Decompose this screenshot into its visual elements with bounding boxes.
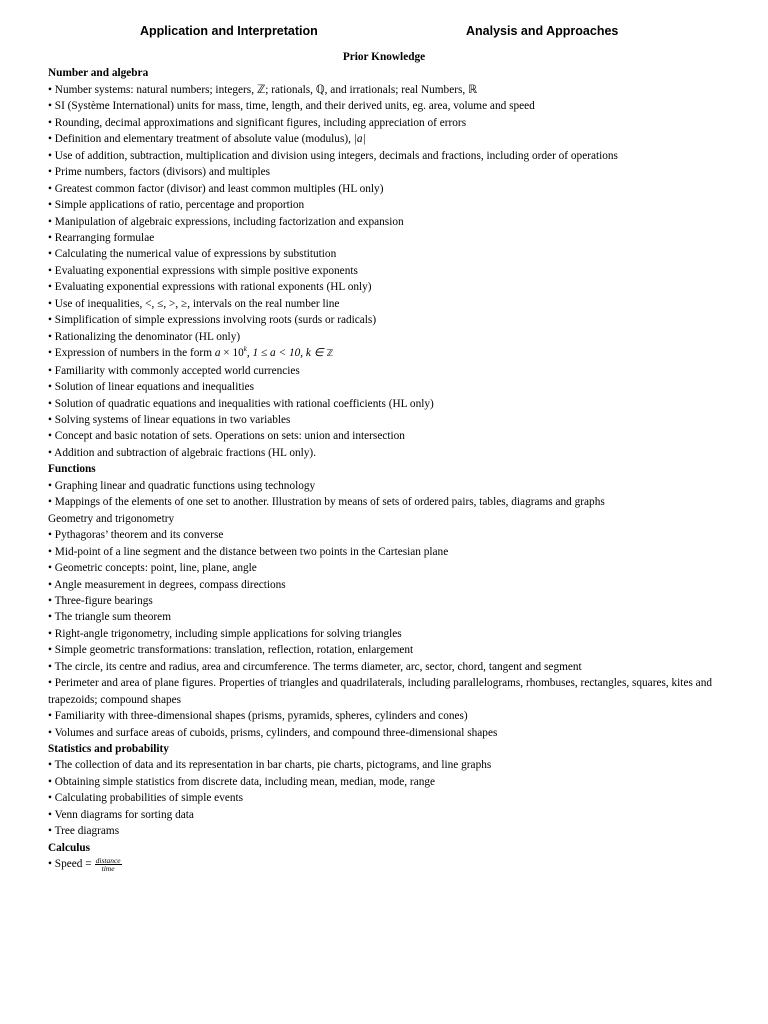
bullet-icon: • xyxy=(48,133,52,146)
list-item xyxy=(48,428,728,444)
item-text: Addition and subtraction of algebraic fractions (HL only). xyxy=(54,446,317,459)
item-text: Expression of numbers in the form xyxy=(54,347,212,360)
item-text: The collection of data and its representation in bar charts, pie charts, pictograms, and line graphs xyxy=(54,759,492,772)
bullet-icon: • xyxy=(48,364,52,377)
list-item xyxy=(48,593,728,609)
integer-set-symbol: ℤ xyxy=(326,349,334,360)
scientific-notation-expression xyxy=(215,347,333,359)
item-text: Use of addition, subtraction, multiplication and division using integers, decimals and fractions, including order of operations xyxy=(54,149,618,162)
bullet-icon: • xyxy=(48,446,52,459)
bullet-icon: • xyxy=(48,149,52,162)
item-text: Greatest common factor (divisor) and least common multiples (HL only) xyxy=(54,182,384,195)
list-item xyxy=(48,774,728,790)
list-item xyxy=(48,181,728,197)
list-item xyxy=(48,445,728,461)
section-calculus xyxy=(48,840,728,873)
list-item xyxy=(48,131,728,147)
item-text: Evaluating exponential expressions with rational exponents (HL only) xyxy=(54,281,372,294)
list-item xyxy=(48,823,728,839)
list-item xyxy=(48,478,728,494)
section-heading-geometry: Geometry and trigonometry xyxy=(48,512,175,525)
list-item xyxy=(48,642,728,658)
item-text: Solution of linear equations and inequalities xyxy=(54,381,255,394)
item-text: Pythagoras’ theorem and its converse xyxy=(54,529,224,542)
bullet-icon: • xyxy=(48,215,52,228)
item-text: Graphing linear and quadratic functions using technology xyxy=(54,479,316,492)
list-item xyxy=(48,214,728,230)
list-item xyxy=(48,675,728,708)
item-text: Angle measurement in degrees, compass directions xyxy=(54,578,286,591)
item-text: Calculating the numerical value of expressions by substitution xyxy=(54,248,337,261)
item-text: Familiarity with three-dimensional shapes (prisms, pyramids, spheres, cylinders and cones) xyxy=(54,710,468,723)
section-number-algebra xyxy=(48,65,728,461)
bullet-icon: • xyxy=(48,808,52,821)
fraction-denominator: time xyxy=(101,864,115,874)
item-text: Evaluating exponential expressions with simple positive exponents xyxy=(54,264,358,277)
item-text: Rounding, decimal approximations and significant figures, including appreciation of errors xyxy=(54,116,467,129)
bullet-icon: • xyxy=(48,545,52,558)
item-text: Right-angle trigonometry, including simple applications for solving triangles xyxy=(54,627,402,640)
bullet-icon: • xyxy=(48,182,52,195)
header-left-title: Application and Interpretation xyxy=(140,24,318,38)
bullet-icon: • xyxy=(48,562,52,575)
item-text: Simple applications of ratio, percentage and proportion xyxy=(54,199,305,212)
bullet-icon: • xyxy=(48,792,52,805)
list-item xyxy=(48,544,728,560)
sci-condition: , 1 ≤ a < 10, k ∈ xyxy=(246,347,324,360)
list-item xyxy=(48,807,728,823)
item-text: Use of inequalities, <, ≤, >, ≥, intervals on the real number line xyxy=(54,297,340,310)
bullet-icon: • xyxy=(48,199,52,212)
item-text: The triangle sum theorem xyxy=(54,611,171,624)
list-item xyxy=(48,263,728,279)
item-text: Venn diagrams for sorting data xyxy=(54,808,194,821)
bullet-icon: • xyxy=(48,594,52,607)
bullet-icon: • xyxy=(48,430,52,443)
section-heading-number-algebra: Number and algebra xyxy=(48,67,149,80)
bullet-icon: • xyxy=(48,677,52,690)
list-item xyxy=(48,230,728,246)
item-text: Calculating probabilities of simple events xyxy=(54,792,244,805)
bullet-icon: • xyxy=(48,627,52,640)
list-item xyxy=(48,725,728,741)
bullet-icon: • xyxy=(48,83,52,96)
list-item xyxy=(48,279,728,295)
bullet-icon: • xyxy=(48,231,52,244)
item-text: Manipulation of algebraic expressions, including factorization and expansion xyxy=(54,215,404,228)
list-item xyxy=(48,708,728,724)
item-text: Rationalizing the denominator (HL only) xyxy=(54,330,241,343)
list-item xyxy=(48,115,728,131)
item-text: Familiarity with commonly accepted world currencies xyxy=(54,364,300,377)
sci-times-ten: × 10 xyxy=(223,347,244,360)
bullet-icon: • xyxy=(48,381,52,394)
bullet-icon: • xyxy=(48,529,52,542)
fraction-numerator: distance xyxy=(95,856,121,866)
bullet-icon: • xyxy=(48,100,52,113)
bullet-icon: • xyxy=(48,578,52,591)
item-text: Simple geometric transformations: translation, reflection, rotation, enlargement xyxy=(54,644,414,657)
item-text: Perimeter and area of plane figures. Properties of triangles and quadrilaterals, including parallelograms, rhombuses, rectangles, squares, kites and trapezoids; compound shapes xyxy=(48,677,712,706)
item-text: Solution of quadratic equations and inequalities with rational coefficients (HL only) xyxy=(54,397,434,410)
bullet-icon: • xyxy=(48,347,52,360)
bullet-icon: • xyxy=(48,264,52,277)
section-heading-calculus: Calculus xyxy=(48,841,91,854)
bullet-icon: • xyxy=(48,759,52,772)
bullet-icon: • xyxy=(48,825,52,838)
item-text: Mappings of the elements of one set to another. Illustration by means of sets of ordered pairs, tables, diagrams and graphs xyxy=(54,496,605,509)
list-item xyxy=(48,560,728,576)
item-text: Solving systems of linear equations in two variables xyxy=(54,413,291,426)
bullet-icon: • xyxy=(48,330,52,343)
bullet-icon: • xyxy=(48,297,52,310)
bullet-icon: • xyxy=(48,314,52,327)
list-item xyxy=(48,82,728,98)
section-statistics xyxy=(48,741,728,840)
list-item xyxy=(48,379,728,395)
sci-coefficient: a xyxy=(214,347,221,360)
item-text: Three-figure bearings xyxy=(54,594,153,607)
list-item xyxy=(48,197,728,213)
section-heading-functions: Functions xyxy=(48,463,96,476)
bullet-icon: • xyxy=(48,166,52,179)
sci-exponent: k xyxy=(243,345,247,354)
bullet-icon: • xyxy=(48,116,52,129)
bullet-icon: • xyxy=(48,281,52,294)
item-text: Obtaining simple statistics from discrete data, including mean, median, mode, range xyxy=(54,775,436,788)
item-text: Definition and elementary treatment of absolute value (modulus), xyxy=(54,133,351,146)
item-text: Number systems: natural numbers; integers, ℤ; rationals, ℚ, and irrationals; real Numbers, ℝ xyxy=(54,83,477,96)
bullet-icon: • xyxy=(48,496,52,509)
bullet-icon: • xyxy=(48,726,52,739)
list-item xyxy=(48,790,728,806)
bullet-icon: • xyxy=(48,710,52,723)
item-text: Geometric concepts: point, line, plane, angle xyxy=(54,562,257,575)
item-text: SI (Système International) units for mass, time, length, and their derived units, eg. area, volume and speed xyxy=(54,100,535,113)
section-functions xyxy=(48,461,728,510)
list-item xyxy=(48,577,728,593)
list-item xyxy=(48,396,728,412)
bullet-icon: • xyxy=(48,611,52,624)
list-item xyxy=(48,164,728,180)
speed-label: Speed = xyxy=(54,858,92,871)
speed-fraction xyxy=(95,857,122,872)
section-heading-statistics: Statistics and probability xyxy=(48,743,169,756)
list-item xyxy=(48,363,728,379)
list-item xyxy=(48,148,728,164)
list-item xyxy=(48,494,728,510)
bullet-icon: • xyxy=(48,660,52,673)
item-text: Mid-point of a line segment and the distance between two points in the Cartesian plane xyxy=(54,545,449,558)
item-text: Rearranging formulae xyxy=(54,231,155,244)
bullet-icon: • xyxy=(48,644,52,657)
list-item xyxy=(48,246,728,262)
bullet-icon: • xyxy=(48,775,52,788)
item-text: The circle, its centre and radius, area and circumference. The terms diameter, arc, sector, chord, tangent and segment xyxy=(54,660,582,673)
item-text: Tree diagrams xyxy=(54,825,120,838)
document-body xyxy=(48,49,728,873)
list-item xyxy=(48,527,728,543)
list-item xyxy=(48,659,728,675)
document-title: Prior Knowledge xyxy=(342,51,426,63)
list-item xyxy=(48,345,728,362)
bullet-icon: • xyxy=(48,479,52,492)
list-item xyxy=(48,412,728,428)
bullet-icon: • xyxy=(48,858,52,871)
list-item xyxy=(48,296,728,312)
item-text: Volumes and surface areas of cuboids, prisms, cylinders, and compound three-dimensional shapes xyxy=(54,726,498,739)
item-text: Prime numbers, factors (divisors) and multiples xyxy=(54,166,271,179)
list-item xyxy=(48,329,728,345)
bullet-icon: • xyxy=(48,248,52,261)
list-item xyxy=(48,856,728,872)
item-text: Concept and basic notation of sets. Operations on sets: union and intersection xyxy=(54,430,405,443)
section-geometry xyxy=(48,511,728,741)
list-item xyxy=(48,609,728,625)
bullet-icon: • xyxy=(48,413,52,426)
list-item xyxy=(48,757,728,773)
bullet-icon: • xyxy=(48,397,52,410)
list-item xyxy=(48,312,728,328)
item-text: Simplification of simple expressions involving roots (surds or radicals) xyxy=(54,314,377,327)
header-right-title: Analysis and Approaches xyxy=(466,24,619,38)
list-item xyxy=(48,98,728,114)
list-item xyxy=(48,626,728,642)
page-header xyxy=(0,24,768,42)
absolute-value-expression: |a| xyxy=(353,133,366,146)
